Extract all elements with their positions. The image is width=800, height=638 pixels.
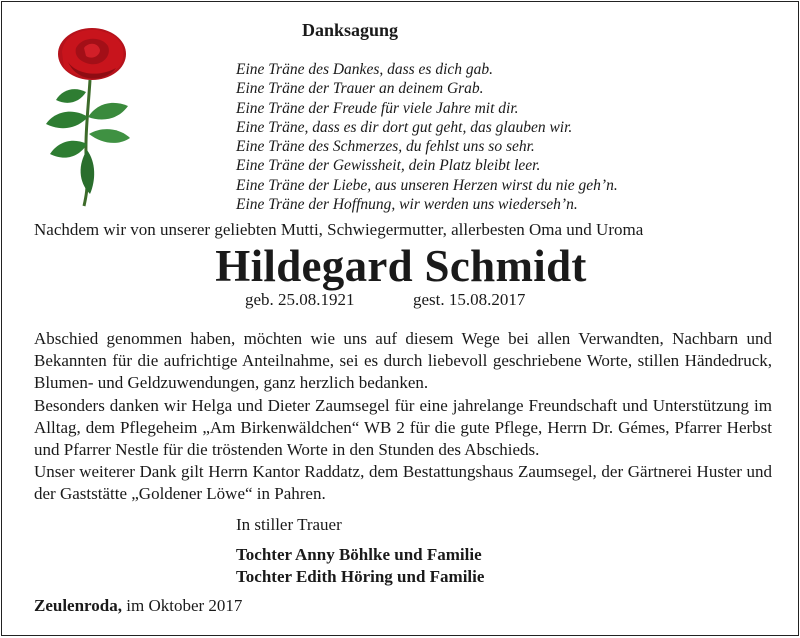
rose-icon: [32, 22, 157, 207]
closing-phrase: In stiller Trauer: [236, 515, 342, 534]
poem-line: Eine Träne der Liebe, aus unseren Herzen wirst du nie geh’n.: [236, 176, 618, 194]
death-date: gest. 15.08.2017: [413, 290, 526, 309]
thanks-paragraph: Abschied genommen haben, möchten wie uns auf diesem Wege bei allen Verwandten, Nachbarn und Bekannten für die aufrichtige Anteilnahme, sei es durch liebevoll geschriebene Worte, stillen Händedruck, Blumen- und Geldzuwendungen, ganz herzlich bedanken.: [34, 329, 772, 393]
place-city: Zeulenroda,: [34, 596, 123, 615]
thanks-paragraph: Unser weiterer Dank gilt Herrn Kantor Raddatz, dem Bestattungshaus Zaumsegel, der Gärtnerei Huster und der Gaststätte „Goldener Löwe“ in Pahren.: [34, 462, 772, 504]
poem-line: Eine Träne der Freude für viele Jahre mit dir.: [236, 99, 519, 117]
obituary-card: [1, 1, 799, 636]
poem-line: Eine Träne der Trauer an deinem Grab.: [236, 80, 484, 98]
life-dates: [245, 290, 525, 310]
signatories: [236, 544, 484, 588]
poem-line: Eine Träne der Gewissheit, dein Platz bleibt leer.: [236, 157, 541, 175]
place-date: [34, 596, 242, 616]
poem-line: Eine Träne des Dankes, dass es dich gab.: [236, 61, 494, 78]
poem-line: Eine Träne, dass es dir dort gut geht, das glauben wir.: [236, 118, 573, 136]
signatory: Tochter Anny Böhlke und Familie: [236, 545, 482, 564]
signatory: Tochter Edith Höring und Familie: [236, 567, 485, 586]
place-datetext: im Oktober 2017: [126, 596, 243, 615]
poem-line: Eine Träne des Schmerzes, du fehlst uns so sehr.: [236, 138, 535, 156]
poem: [236, 60, 618, 214]
page-title: Danksagung: [301, 20, 399, 40]
birth-date: geb. 25.08.1921: [245, 290, 355, 309]
thanks-paragraph: Besonders danken wir Helga und Dieter Zaumsegel für eine jahrelange Freundschaft und Unterstützung im Alltag, dem Pflegeheim „Am Birkenwäldchen“ WB 2 für die gute Pflege, Herrn Dr. Gémes, Pfarrer Herbst und Pfarrer Nestle für die tröstenden Worte in den Stunden des Abschieds.: [34, 395, 772, 460]
poem-line: Eine Träne der Hoffnung, wir werden uns wiederseh’n.: [236, 196, 578, 214]
intro-text: Nachdem wir von unserer geliebten Mutti, Schwiegermutter, allerbesten Oma und Uroma: [34, 220, 644, 239]
deceased-name: Hildegard Schmidt: [215, 241, 587, 291]
thanks-text: [34, 328, 772, 506]
closing-block: [236, 514, 484, 588]
